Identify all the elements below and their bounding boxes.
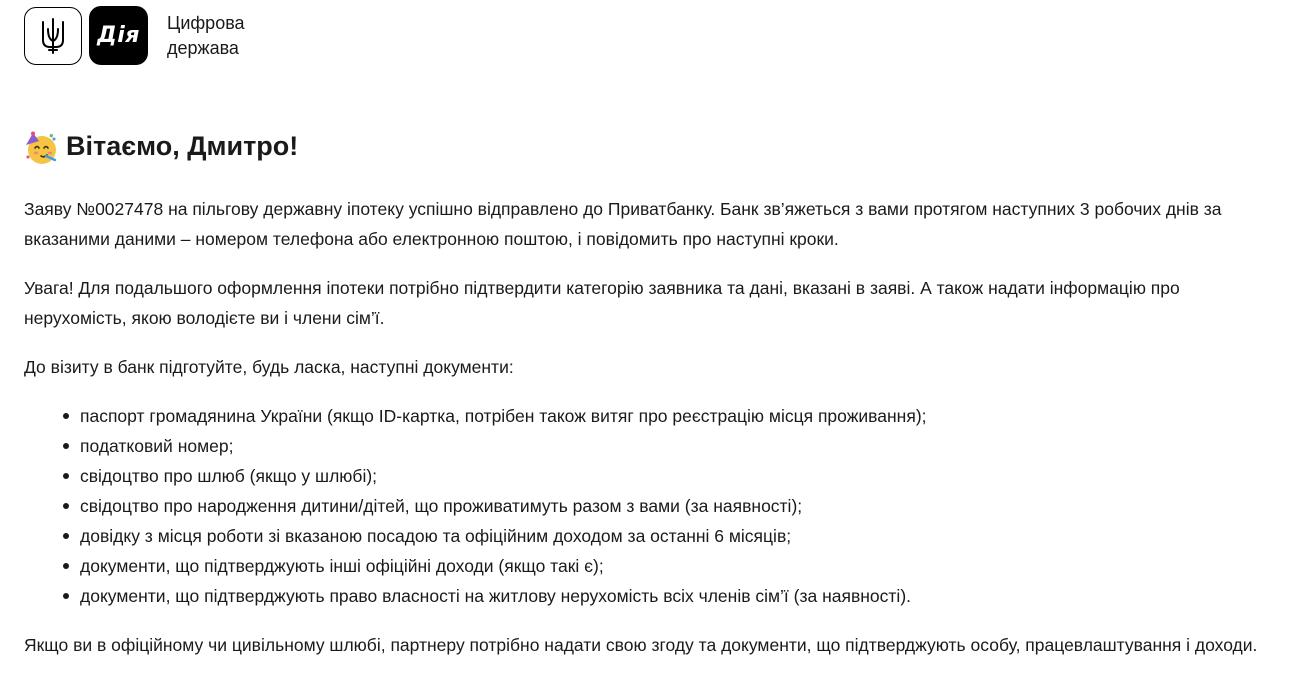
trident-logo[interactable]: [24, 7, 82, 65]
brand-line-2: держава: [167, 37, 239, 58]
greeting-text: Вітаємо, Дмитро!: [66, 131, 299, 161]
trident-icon: [40, 17, 66, 55]
diia-logo[interactable]: Дія: [89, 6, 148, 65]
list-item: податковий номер;: [80, 431, 1286, 461]
page-title: [24, 126, 298, 166]
partner-paragraph: Якщо ви в офіційному чи цивільному шлюбі, партнеру потрібно надати свою згоду та документи, що підтверджують особу, працевлаштування і доходи.: [24, 635, 1258, 655]
confirmation-paragraph: Заяву №0027478 на пільгову державну іпотеку успішно відправлено до Приватбанку. Банк зв’яжеться з вами протягом наступних 3 робочих днів за вказаними даними – номером телефона або електронною поштою, і повідомить про наступні кроки.: [24, 199, 1222, 249]
brand-line-1: Цифрова: [167, 12, 245, 33]
partying-face-icon: [24, 131, 58, 165]
documents-intro: До візиту в банк підготуйте, будь ласка, наступні документи:: [24, 357, 514, 377]
attention-paragraph: Увага! Для подальшого оформлення іпотеки потрібно підтвердити категорію заявника та дані, вказані в заяві. А також надати інформацію про нерухомість, якою володієте ви і члени сім’ї.: [24, 278, 1180, 328]
documents-list: [24, 401, 1286, 611]
list-item: свідоцтво про народження дитини/дітей, що проживатимуть разом з вами (за наявності);: [80, 491, 1286, 521]
list-item: паспорт громадянина України (якщо ID-картка, потрібен також витяг про реєстрацію місця проживання);: [80, 401, 1286, 431]
brand-name[interactable]: [167, 11, 245, 61]
list-item: документи, що підтверджують інші офіційні доходи (якщо такі є);: [80, 551, 1286, 581]
list-item: свідоцтво про шлюб (якщо у шлюбі);: [80, 461, 1286, 491]
list-item: довідку з місця роботи зі вказаною посадою та офіційним доходом за останні 6 місяців;: [80, 521, 1286, 551]
main-content: [24, 194, 1286, 679]
header: [24, 6, 245, 65]
list-item: документи, що підтверджують право власності на житлову нерухомість всіх членів сім’ї (за наявності).: [80, 581, 1286, 611]
